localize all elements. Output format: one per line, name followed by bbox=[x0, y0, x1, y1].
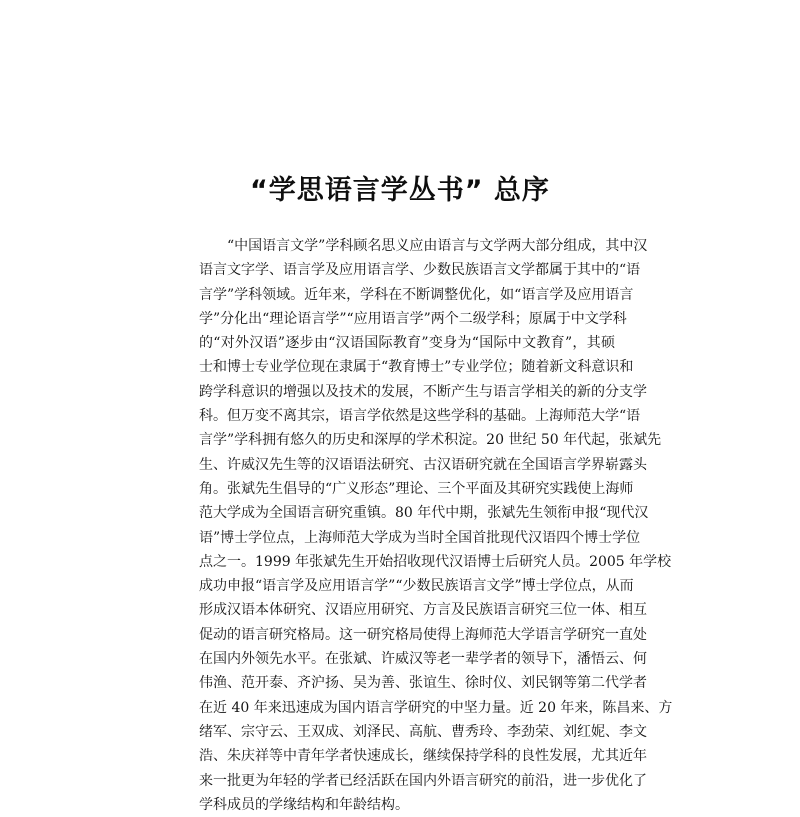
text-line: 跨学科意识的增强以及技术的发展，不断产生与语言学相关的新的分支学 bbox=[199, 383, 647, 400]
text-line: 绪军、宗守云、王双成、刘泽民、高航、曹秀玲、李劲荣、刘红妮、李文 bbox=[199, 723, 647, 740]
text-line: 生、许威汉先生等的汉语语法研究、古汉语研究就在全国语言学界崭露头 bbox=[199, 456, 647, 473]
text-line: 在近 40 年来迅速成为国内语言学研究的中坚力量。近 20 年来，陈昌来、方 bbox=[199, 699, 673, 716]
text-line: 范大学成为全国语言研究重镇。80 年代中期，张斌先生领衔申报“现代汉 bbox=[199, 505, 649, 522]
text-line: 成功申报“语言学及应用语言学”“少数民族语言文学”博士学位点，从而 bbox=[199, 578, 634, 595]
text-line: 点之一。1999 年张斌先生开始招收现代汉语博士后研究人员。2005 年学校 bbox=[199, 553, 672, 570]
page-title: “学思语言学丛书” 总序 bbox=[250, 175, 550, 206]
text-line: 促动的语言研究格局。这一研究格局使得上海师范大学语言学研究一直处 bbox=[199, 626, 647, 643]
text-line: 形成汉语本体研究、汉语应用研究、方言及民族语言研究三位一体、相互 bbox=[199, 602, 647, 619]
text-line: 伟渔、范开泰、齐沪扬、吴为善、张谊生、徐时仪、刘民钢等第二代学者 bbox=[199, 675, 647, 692]
text-line: 科。但万变不离其宗，语言学依然是这些学科的基础。上海师范大学“语 bbox=[199, 408, 641, 425]
text-line: 言学”学科拥有悠久的历史和深厚的学术积淀。20 世纪 50 年代起，张斌先 bbox=[199, 432, 662, 449]
text-line: 学”分化出“理论语言学”“应用语言学”两个二级学科；原属于中文学科 bbox=[199, 310, 627, 327]
text-line: 来一批更为年轻的学者已经活跃在国内外语言研究的前沿，进一步优化了 bbox=[199, 772, 647, 789]
text-line: 浩、朱庆祥等中青年学者快速成长，继续保持学科的良性发展，尤其近年 bbox=[199, 748, 647, 765]
text-line: 角。张斌先生倡导的“广义形态”理论、三个平面及其研究实践使上海师 bbox=[199, 480, 634, 497]
text-line: 士和博士专业学位现在隶属于“教育博士”专业学位；随着新文科意识和 bbox=[199, 359, 634, 376]
text-line: “中国语言文学”学科顾名思义应由语言与文学两大部分组成，其中汉 bbox=[227, 238, 648, 254]
text-line: 在国内外领先水平。在张斌、许威汉等老一辈学者的领导下，潘悟云、何 bbox=[199, 651, 647, 668]
text-line: 言学”学科领域。近年来，学科在不断调整优化，如“语言学及应用语言 bbox=[199, 286, 634, 303]
text-line: 语”博士学位点，上海师范大学成为当时全国首批现代汉语四个博士学位 bbox=[199, 529, 641, 546]
preface-body bbox=[199, 234, 673, 817]
text-line: 学科成员的学缘结构和年龄结构。 bbox=[199, 796, 409, 813]
text-line: 的“对外汉语”逐步由“汉语国际教育”变身为“国际中文教育”，其硕 bbox=[199, 335, 615, 352]
text-line: 语言文字学、语言学及应用语言学、少数民族语言文学都属于其中的“语 bbox=[199, 262, 641, 279]
